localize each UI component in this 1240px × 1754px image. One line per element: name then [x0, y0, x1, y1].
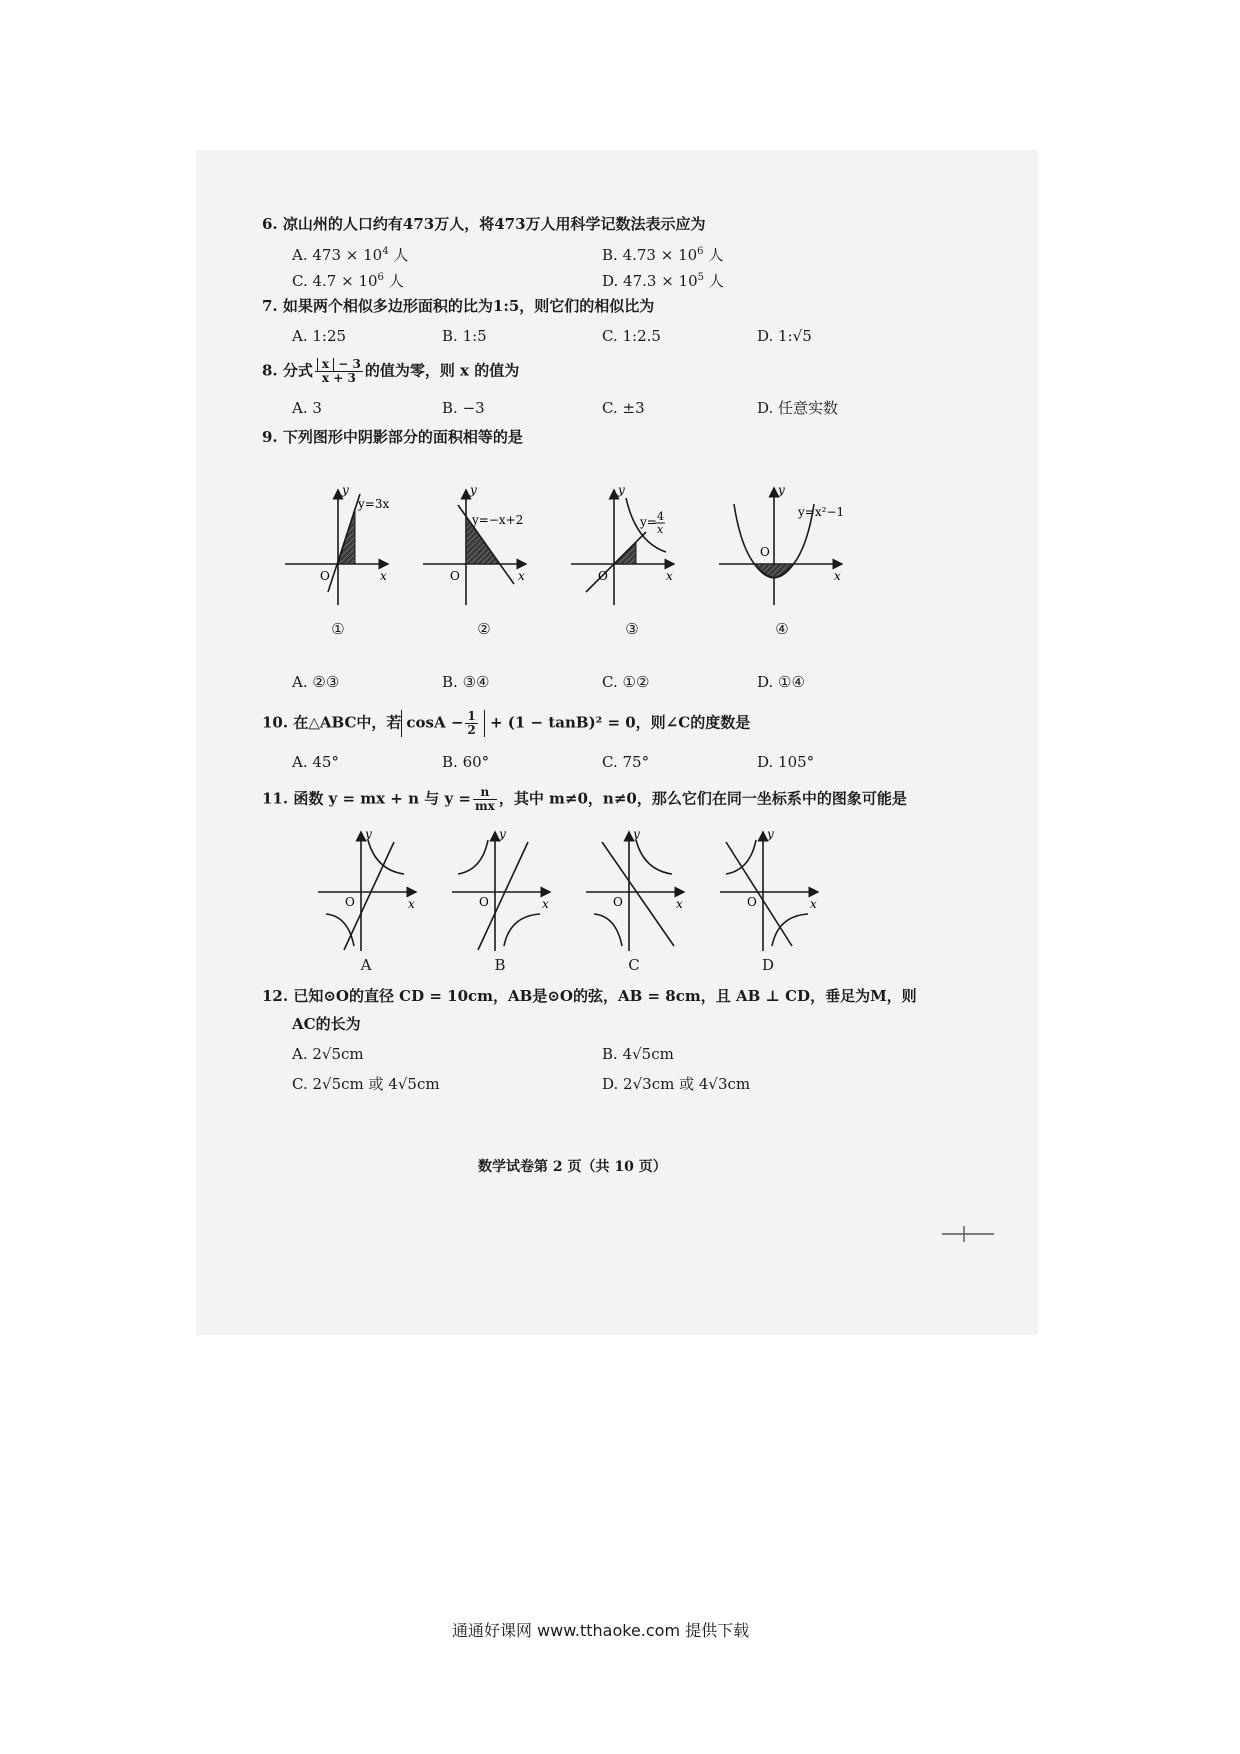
q9-option-c: C. ①② [602, 673, 650, 691]
q6-option-b: B. $4.73 \times 10^6$ 人 [602, 246, 724, 264]
q9-figure-2 [423, 483, 526, 605]
q9-fig3-x: x [666, 569, 673, 583]
q12-option-b: B. 4√5cm [602, 1045, 674, 1063]
q11-figures [316, 826, 836, 956]
q9-fig2-label: ② [477, 620, 491, 638]
q9-fig1-x: x [380, 569, 387, 583]
q9-fig3-eq-den: x [657, 523, 664, 536]
q10-option-c: C. 75° [602, 753, 650, 771]
q12-stem: 12. 已知⊙O的直径 CD = 10cm，AB是⊙O的弦，AB = 8cm，且 AB ⊥ CD，垂足为M，则 [262, 987, 917, 1005]
q8-option-d: D. 任意实数 [757, 399, 839, 417]
q11-a-x: x [408, 897, 415, 911]
q6-option-a: A. $473 \times 10^4$ 人 [292, 246, 409, 264]
q12-stem-line2: AC的长为 [292, 1015, 361, 1033]
q9-fig4-y: y [778, 483, 785, 497]
q11-label-a: A [360, 956, 372, 974]
q11-b-o: O [479, 895, 489, 909]
q6-option-d: D. $47.3 \times 10^5$ 人 [602, 272, 724, 290]
q7-stem: 7. 如果两个相似多边形面积的比为1:5，则它们的相似比为 [262, 297, 655, 315]
q11-figure-b [452, 827, 550, 951]
q11-a-y: y [365, 827, 372, 841]
q11-d-o: O [747, 895, 757, 909]
q10-option-d: D. 105° [757, 753, 815, 771]
q9-fig4-eq: y=x²−1 [798, 505, 845, 519]
q9-fig4-o: O [760, 545, 770, 559]
q11-b-y: y [499, 827, 506, 841]
q11-c-x: x [676, 897, 683, 911]
q11-figure-d [720, 827, 818, 951]
crop-mark [940, 1222, 996, 1246]
q11-c-o: O [613, 895, 623, 909]
q9-figures [270, 480, 850, 610]
q11-d-x: x [810, 897, 817, 911]
q9-option-d: D. ①④ [757, 673, 805, 691]
q12-option-d: D. 2√3cm 或 4√3cm [602, 1075, 751, 1093]
page-footer: 数学试卷第 2 页（共 10 页） [478, 1159, 667, 1175]
q9-fig2-y: y [470, 483, 477, 497]
q11-a-o: O [345, 895, 355, 909]
q7-option-c: C. 1:2.5 [602, 327, 661, 345]
q8-option-a: A. 3 [292, 399, 322, 417]
q9-stem: 9. 下列图形中阴影部分的面积相等的是 [262, 428, 523, 446]
q11-fraction: $\frac{n}{mx}$ [474, 785, 495, 813]
q9-fig3-o: O [598, 569, 608, 583]
q9-figure-3 [571, 483, 674, 605]
q10-option-a: A. 45° [292, 753, 339, 771]
q7-option-b: B. 1:5 [442, 327, 487, 345]
q11-label-d: D [761, 956, 775, 974]
q9-fig3-eq-num: 4 [657, 510, 664, 523]
q9-fig4-label: ④ [775, 620, 789, 638]
q9-fig1-eq: y=3x [358, 497, 390, 511]
q6-option-c: C. $4.7 \times 10^6$ 人 [292, 272, 404, 290]
q9-fig1-o: O [320, 569, 330, 583]
q12-option-c: C. 2√5cm 或 4√5cm [292, 1075, 440, 1093]
q9-fig4-x: x [834, 569, 841, 583]
q11-c-y: y [633, 827, 640, 841]
q11-label-c: C [628, 956, 640, 974]
q8-option-c: C. ±3 [602, 399, 645, 417]
q10-option-b: B. 60° [442, 753, 490, 771]
q7-option-a: A. 1:25 [292, 327, 347, 345]
q10-abs: cosA − $\frac{1}{2}$ [401, 710, 484, 737]
q8-option-b: B. −3 [442, 399, 485, 417]
q6-stem: 6. 凉山州的人口约有473万人，将473万人用科学记数法表示应为 [262, 215, 706, 233]
q9-option-a: A. ②③ [292, 673, 340, 691]
q11-d-y: y [767, 827, 774, 841]
q9-fig1-y: y [342, 483, 349, 497]
q9-figure-4 [719, 483, 844, 605]
q9-fig1-label: ① [331, 620, 345, 638]
q9-fig3-y: y [618, 483, 625, 497]
q10-stem: 10. 在△ABC中，若 cosA − $\frac{1}{2}$ + (1 − tanB)² = 0，则∠C的度数是 [262, 709, 751, 737]
q11-stem: 11. 函数 y = mx + n 与 y = $\frac{n}{mx}$ ，其中 m≠0，n≠0，那么它们在同一坐标系中的图象可能是 [262, 785, 907, 813]
q9-fig2-o: O [450, 569, 460, 583]
q9-figure-1 [285, 483, 389, 605]
q7-option-d: D. 1:√5 [757, 327, 812, 345]
q9-fig3-label: ③ [625, 620, 639, 638]
q11-figure-a [318, 827, 416, 951]
q8-fraction: $\frac{x - 3}{x + 3}$ [315, 358, 363, 385]
q12-option-a: A. 2√5cm [292, 1045, 364, 1063]
q9-fig2-x: x [518, 569, 525, 583]
q11-b-x: x [542, 897, 549, 911]
q9-fig3-eq: y= [640, 515, 657, 529]
download-credit: 通通好课网 www.tthaoke.com 提供下载 [452, 1621, 750, 1640]
q8-stem: 8. 分式 $\frac{x - 3}{x + 3}$ 的值为零，则 x 的值为 [262, 357, 520, 385]
q9-fig2-eq: y=−x+2 [472, 513, 524, 527]
q11-label-b: B [494, 956, 506, 974]
q11-figure-c [586, 827, 684, 951]
q9-option-b: B. ③④ [442, 673, 490, 691]
